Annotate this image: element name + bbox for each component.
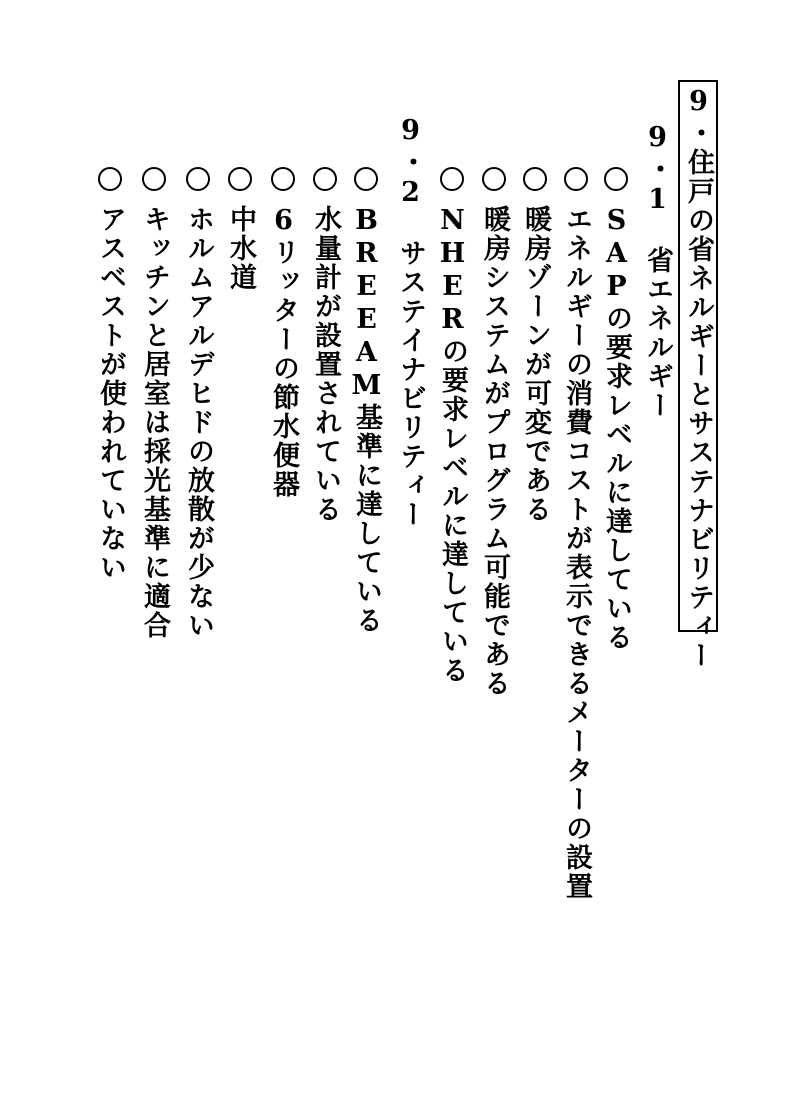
list-item-text: ホルムアルデヒドの放散が少ない bbox=[183, 205, 214, 640]
circle-bullet-icon bbox=[523, 167, 547, 191]
list-item-text: NHERの要求レベルに達している bbox=[437, 205, 468, 685]
circle-bullet-icon bbox=[440, 167, 464, 191]
list-item-text: 水量計が設置されている bbox=[310, 205, 341, 524]
list-item bbox=[596, 167, 636, 652]
list-item-text: 6リッターの節水便器 bbox=[268, 205, 299, 499]
circle-bullet-icon bbox=[354, 167, 378, 191]
section-title-9-2: 9・2 サステイナビリティー bbox=[395, 115, 426, 529]
circle-bullet-icon bbox=[98, 167, 122, 191]
circle-bullet-icon bbox=[482, 167, 506, 191]
list-item bbox=[556, 167, 596, 901]
list-item-text: SAPの要求レベルに達している bbox=[601, 205, 632, 652]
list-item-text: 暖房ゾーンが可変である bbox=[520, 205, 551, 524]
list-item-text: 暖房システムがプログラム可能である bbox=[479, 205, 510, 698]
circle-bullet-icon bbox=[564, 167, 588, 191]
circle-bullet-icon bbox=[271, 167, 295, 191]
circle-bullet-icon bbox=[313, 167, 337, 191]
list-item bbox=[432, 167, 472, 685]
list-item bbox=[134, 167, 174, 640]
list-item-text: エネルギーの消費コストが表示できるメーターの設置 bbox=[561, 205, 592, 901]
list-item bbox=[220, 167, 260, 292]
list-item bbox=[515, 167, 555, 524]
circle-bullet-icon bbox=[142, 167, 166, 191]
circle-bullet-icon bbox=[186, 167, 210, 191]
section-title-9-1: 9・1 省エネルギー bbox=[642, 122, 673, 420]
list-item bbox=[90, 167, 130, 582]
circle-bullet-icon bbox=[604, 167, 628, 191]
list-item bbox=[474, 167, 514, 698]
list-item bbox=[263, 167, 303, 499]
chapter-title: 9・住戸の省ネルギーとサステナビリティー bbox=[683, 86, 714, 670]
list-item-text: アスベストが使われていない bbox=[95, 205, 126, 582]
list-item-text: 中水道 bbox=[225, 205, 256, 292]
list-item bbox=[305, 167, 345, 524]
list-item bbox=[346, 167, 386, 635]
list-item-text: BREEAM基準に達している bbox=[351, 205, 382, 635]
list-item-text: キッチンと居室は採光基準に適合 bbox=[139, 205, 170, 640]
list-item bbox=[178, 167, 218, 640]
circle-bullet-icon bbox=[228, 167, 252, 191]
